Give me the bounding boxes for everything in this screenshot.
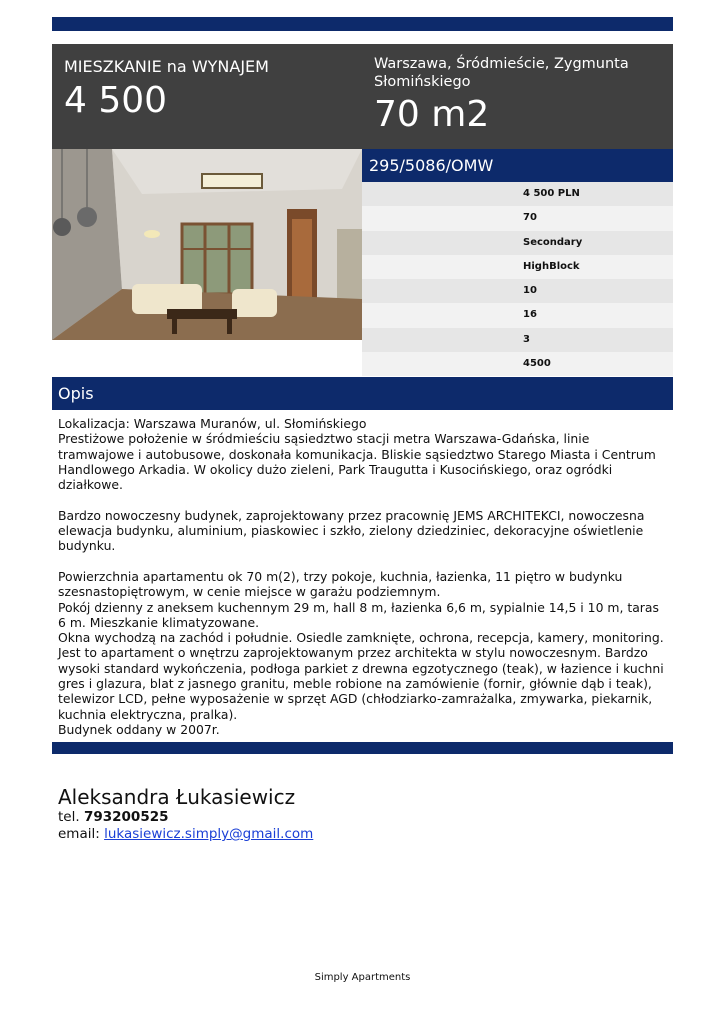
desc-paragraph: Prestiżowe położenie w śródmieściu sąsiedztwo stacji metra Warszawa-Gdańska, linie tramwajowe i autobusowe, doskonała komunikacja. Bliskie sąsiedztwo Starego Miasta i Centrum Handlowego Arkadia. W okolicy dużo zieleni, Park Traugutta i Kusocińskiego, oraz ogródki działkowe. (58, 431, 656, 493)
phone-label: tel. (58, 809, 80, 825)
desc-paragraph: Bardzo nowoczesny budynek, zaprojektowany przez pracownię JEMS ARCHITEKCI, nowoczesna elewacja budynku, aluminium, piaskowiec i szkło, zielony dziedziniec, dekoracyjne oświetlenie budynku. (58, 507, 645, 554)
param-area: 70 (362, 206, 673, 230)
agent-email-link[interactable]: lukasiewicz.simply@gmail.com (104, 826, 314, 842)
listing-price: 4 500 (64, 80, 168, 121)
description-body (58, 416, 668, 737)
agent-name: Aleksandra Łukasiewicz (58, 785, 296, 809)
agent-contact (58, 785, 658, 843)
param-rooms: 3 (362, 328, 673, 352)
desc-location: Lokalizacja: Warszawa Muranów, ul. Słomińskiego (58, 416, 367, 431)
offer-reference: 295/5086/OMW (362, 149, 673, 182)
agent-phone: 793200525 (83, 809, 169, 825)
footer-brand: Simply Apartments (314, 972, 411, 983)
desc-paragraph: Okna wychodzą na zachód i południe. Osiedle zamknięte, ochrona, recepcja, kamery, monitoring. (58, 630, 664, 646)
param-rent: 4500 (362, 352, 673, 376)
offer-params-table (362, 182, 673, 376)
top-accent-bar (52, 17, 673, 31)
agent-email-line (58, 826, 658, 843)
param-building-type: HighBlock (362, 255, 673, 279)
desc-paragraph: Jest to apartament o wnętrzu zaprojektowanym przez architekta w stylu nowoczesnym. Bardzo wysoki standard wykończenia, podłoga parkiet z drewna egzotycznego (teak), w łazience i kuchni gres i glazura, blat z jasnego granitu, meble robione na zamówienie (fornir, głównie dąb i teak), telewizor LCD, pełne wyposażenie w sprzęt AGD (chłodziarko-zamrażalka, zmywarka, piekarnik, kuchnia elektryczna, pralka). (58, 645, 664, 722)
desc-paragraph: Powierzchnia apartamentu ok 70 m(2), trzy pokoje, kuchnia, łazienka, 11 piętro w budynku szesnastopiętrowym, w cenie miejsce w garażu podziemnym. (58, 568, 623, 600)
param-floor: 10 (362, 279, 673, 303)
listing-area: 70 m2 (374, 94, 490, 135)
description-heading: Opis (52, 377, 673, 410)
header-left (64, 56, 364, 123)
desc-paragraph: Pokój dzienny z aneksem kuchennym 29 m, hall 8 m, łazienka 6,6 m, sypialnie 14,5 i 10 m, taras 6 m. Mieszkanie klimatyzowane. (58, 599, 659, 630)
desc-paragraph: Budynek oddany w 2007r. (58, 721, 220, 737)
listing-type: MIESZKANIE na WYNAJEM (64, 57, 269, 76)
living-room-image (52, 149, 362, 340)
param-floors-total: 16 (362, 303, 673, 327)
bottom-accent-bar (52, 742, 673, 754)
listing-header (52, 44, 673, 149)
email-label: email: (58, 826, 100, 842)
agent-phone-line (58, 809, 658, 826)
param-market: Secondary (362, 231, 673, 255)
param-price: 4 500 PLN (362, 182, 673, 206)
header-right (374, 55, 664, 137)
listing-location: Warszawa, Śródmieście, Zygmunta Słomińskiego (374, 56, 629, 90)
apartment-photo (52, 149, 362, 340)
